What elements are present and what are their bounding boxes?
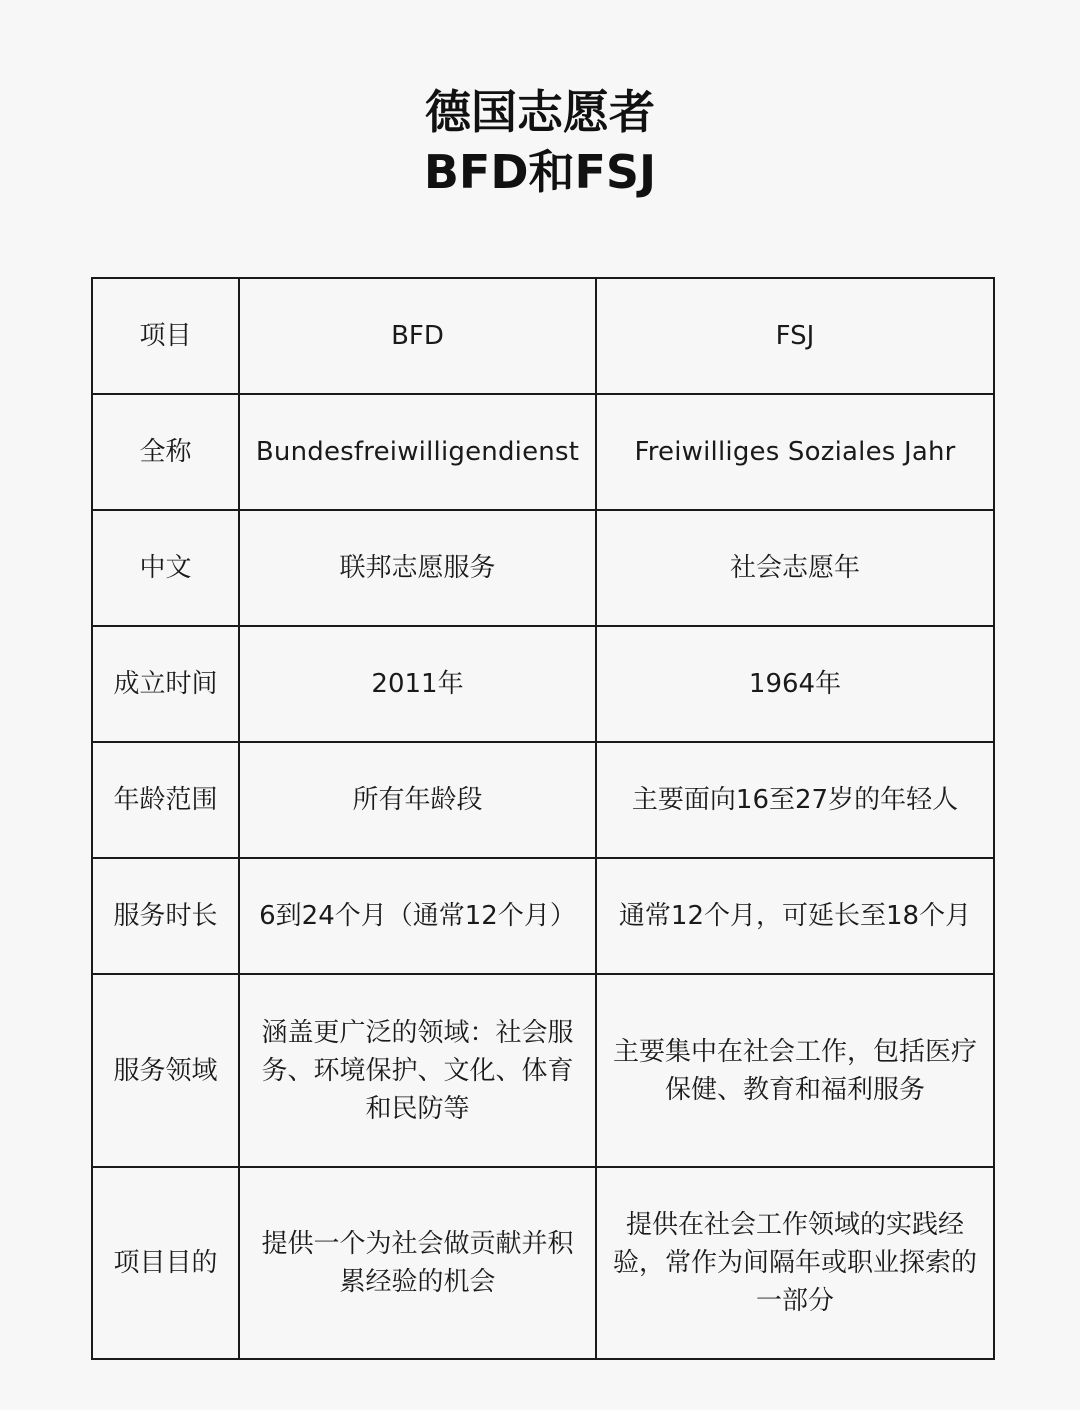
header-item: 项目 (92, 278, 239, 394)
fsj-cell: 主要面向16至27岁的年轻人 (596, 742, 994, 858)
fsj-cell: 通常12个月，可延长至18个月 (596, 858, 994, 974)
comparison-table (91, 277, 995, 1360)
bfd-cell: 涵盖更广泛的领域：社会服务、环境保护、文化、体育和民防等 (239, 974, 596, 1167)
bfd-cell: Bundesfreiwilligendienst (239, 394, 596, 510)
row-label: 中文 (92, 510, 239, 626)
table-row-purpose (92, 1167, 994, 1359)
bfd-cell: 所有年龄段 (239, 742, 596, 858)
fsj-cell: 社会志愿年 (596, 510, 994, 626)
row-label: 年龄范围 (92, 742, 239, 858)
row-label: 全称 (92, 394, 239, 510)
table-row-founded (92, 626, 994, 742)
header-bfd: BFD (239, 278, 596, 394)
bfd-cell: 6到24个月（通常12个月） (239, 858, 596, 974)
bfd-cell: 提供一个为社会做贡献并积累经验的机会 (239, 1167, 596, 1359)
page-title-line2: BFD和FSJ (423, 145, 657, 199)
table-row-fields (92, 974, 994, 1167)
table-header-row (92, 278, 994, 394)
row-label: 成立时间 (92, 626, 239, 742)
table-row-age-range (92, 742, 994, 858)
header-fsj: FSJ (596, 278, 994, 394)
row-label: 服务领域 (92, 974, 239, 1167)
row-label: 服务时长 (92, 858, 239, 974)
fsj-cell: 主要集中在社会工作，包括医疗保健、教育和福利服务 (596, 974, 994, 1167)
row-label: 项目目的 (92, 1167, 239, 1359)
table-row-chinese-name (92, 510, 994, 626)
bfd-cell: 2011年 (239, 626, 596, 742)
table-row-duration (92, 858, 994, 974)
fsj-cell: 1964年 (596, 626, 994, 742)
page-title-line1: 德国志愿者 (425, 85, 655, 139)
table-row-full-name (92, 394, 994, 510)
fsj-cell: Freiwilliges Soziales Jahr (596, 394, 994, 510)
bfd-cell: 联邦志愿服务 (239, 510, 596, 626)
fsj-cell: 提供在社会工作领域的实践经验，常作为间隔年或职业探索的一部分 (596, 1167, 994, 1359)
